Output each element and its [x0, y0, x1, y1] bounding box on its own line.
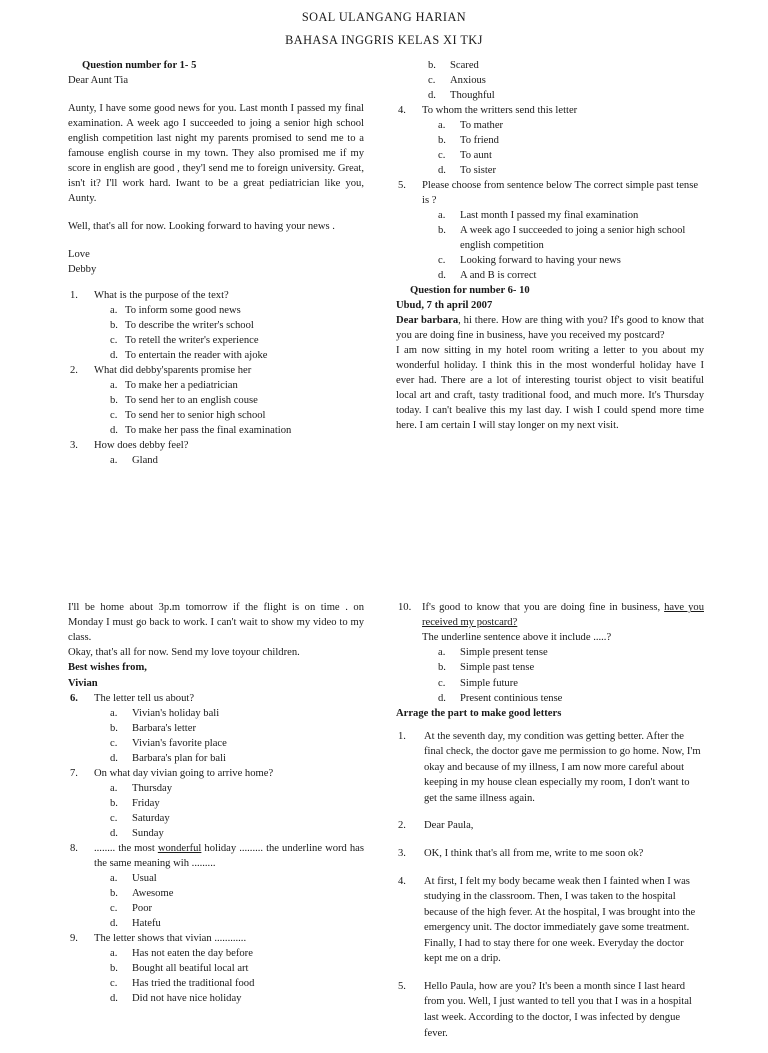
option-item[interactable] [110, 976, 364, 991]
question-number: 7. [70, 767, 78, 779]
question-item-2 [68, 363, 364, 438]
question-number: 4. [398, 104, 406, 116]
option-label: Thursday [132, 782, 173, 794]
option-letter: a. [110, 872, 118, 884]
question-text: To whom the writters send this letter [422, 104, 578, 116]
question-number: 10. [398, 602, 412, 614]
option-item[interactable] [428, 58, 704, 73]
option-label: A and B is correct [460, 270, 537, 282]
question-text-post: holiday ......... the underline word has the same meaning wih ......... [94, 842, 364, 869]
option-item[interactable] [110, 871, 364, 886]
postcard-place-date: Ubud, 7 th april 2007 [396, 300, 493, 312]
option-letter: d. [428, 89, 436, 101]
question-item-8 [68, 841, 364, 931]
option-item[interactable] [110, 721, 364, 736]
option-item[interactable] [438, 645, 704, 660]
question-text: What is the purpose of the text? [94, 289, 229, 301]
option-item[interactable] [110, 901, 364, 916]
option-item[interactable] [110, 826, 364, 841]
option-item[interactable] [438, 163, 704, 178]
option-item[interactable] [110, 378, 364, 393]
arrange-number: 2. [398, 820, 406, 832]
option-item[interactable] [110, 991, 364, 1006]
option-label: Barbara's letter [132, 722, 196, 734]
arrange-item [396, 846, 704, 862]
option-item[interactable] [110, 961, 364, 976]
option-list [94, 303, 364, 363]
option-label: A week ago I succeeded to joing a senior high school english competition [460, 224, 686, 251]
option-list [94, 378, 364, 438]
arrange-number: 1. [398, 730, 406, 742]
arrange-item [396, 979, 704, 1041]
question-text: How does debby feel? [94, 440, 189, 452]
content-band-bottom [0, 600, 768, 1053]
letter-signoff-name: Debby [68, 263, 97, 275]
option-item[interactable] [110, 916, 364, 931]
option-list [94, 871, 364, 931]
option-label: To sister [460, 164, 497, 176]
option-label: Saturday [132, 812, 170, 824]
question-text-pre: ........ the most [94, 842, 158, 854]
spacer [68, 234, 364, 247]
option-item[interactable] [110, 393, 364, 408]
arrange-item [396, 818, 704, 834]
question-item-4 [396, 103, 704, 178]
option-list [422, 208, 704, 283]
option-letter: a. [110, 305, 118, 316]
option-item[interactable] [110, 796, 364, 811]
question-number: 6. [70, 692, 78, 704]
option-letter: a. [110, 707, 118, 719]
option-label: Awesome [132, 887, 174, 899]
postcard-greeting-paragraph [396, 313, 704, 343]
question-text: The letter shows that vivian ............ [94, 933, 247, 945]
option-letter: a. [438, 209, 446, 221]
option-letter: b. [438, 134, 446, 146]
option-label: Usual [132, 872, 157, 884]
option-list [94, 706, 364, 766]
option-label: Thoughful [450, 89, 495, 101]
option-list [94, 453, 364, 468]
option-letter: b. [110, 722, 118, 734]
arrange-list [396, 729, 704, 1042]
option-label: Did not have nice holiday [132, 993, 242, 1005]
letter-continued-paragraph: I'll be home about 3p.m tomorrow if the flight is on time . on Monday I must go back to work. I can't wait to show my video to my class. [68, 602, 364, 644]
question-item-3 [68, 438, 364, 468]
option-list-q3-continued [396, 58, 704, 103]
option-letter: c. [110, 812, 118, 824]
option-item[interactable] [110, 751, 364, 766]
option-letter: a. [110, 380, 118, 392]
option-letter: b. [428, 59, 436, 71]
option-item[interactable] [110, 333, 364, 348]
question-text: On what day vivian going to arrive home? [94, 767, 274, 779]
option-label: To send her to senior high school [125, 410, 266, 422]
question-number: 1. [70, 289, 78, 301]
section-heading-q1-5: Question number for 1- 5 [82, 59, 197, 71]
question-text-underlined: wonderful [157, 842, 202, 854]
arrange-text: Hello Paula, how are you? It's been a month since I last heard from you. Well, I just wanted to tell you that I was in a hospital last week. According to the doctor, I was infected by dengue fever. [424, 980, 692, 1039]
question-list-1-3 [68, 288, 364, 468]
option-label: To make her pass the final examination [125, 425, 292, 437]
option-letter: c. [110, 335, 118, 347]
arrange-text: Dear Paula, [424, 820, 474, 832]
arrange-number: 5. [398, 980, 406, 992]
question-list-6-9 [68, 691, 364, 1007]
option-letter: c. [438, 149, 446, 161]
option-letter: d. [110, 425, 118, 437]
question-text: The letter tell us about? [94, 692, 195, 704]
option-letter: c. [438, 677, 446, 689]
postcard-body-paragraph: I am now sitting in my hotel room writing a letter to you about my wonderful holiday. I think this in the most wonderful holiday have I ever had. There are a lot of interesting tourist object to visit beatiful local art and craft, tasty traditional food, and much more. It's Thursday today. I can't bealive this my last day. I wish I could spend more time here. I am certain I will stay longer on my next visit. [396, 345, 704, 432]
option-label: Sunday [132, 827, 164, 839]
letter-salutation: Dear Aunt Tia [68, 74, 129, 86]
option-label: Simple future [460, 677, 518, 689]
option-item[interactable] [438, 148, 704, 163]
option-label: Barbara's plan for bali [132, 752, 226, 764]
option-label: Anxious [450, 74, 486, 86]
option-letter: b. [110, 963, 118, 975]
option-letter: b. [110, 395, 118, 407]
letter-closing-line-2: Okay, that's all for now. Send my love toyour children. [68, 647, 300, 659]
option-label: Has not eaten the day before [132, 948, 253, 960]
option-label: Bought all beatiful local art [132, 963, 249, 975]
question-text [94, 841, 364, 871]
option-label: Hatefu [132, 918, 161, 929]
option-item[interactable] [110, 318, 364, 333]
question-text-pre: If's good to know that you are doing fine in business, [422, 602, 665, 614]
option-list [422, 118, 704, 178]
option-letter: b. [110, 797, 118, 809]
question-text [422, 600, 704, 630]
option-letter: d. [438, 692, 446, 704]
content-band-top [0, 58, 768, 469]
option-letter: d. [110, 918, 118, 929]
letter-body-paragraph: Aunty, I have some good news for you. Last month I passed my final examination. A week ago I succeeded to joing a senior high school english competition last night my parents promised to send me to a famouse english course in my town. They also promised me if my score in english are good , they'l send me to foreign university. Great, isn't it? I'll work hard. Iwant to be a great pediatrician like you, Aunty. [68, 102, 364, 204]
option-letter: d. [110, 350, 118, 362]
option-letter: d. [110, 993, 118, 1005]
option-item[interactable] [110, 453, 364, 468]
option-item[interactable] [438, 133, 704, 148]
spacer [68, 88, 364, 101]
option-item[interactable] [110, 781, 364, 796]
option-letter: b. [110, 887, 118, 899]
option-label: To entertain the reader with ajoke [125, 350, 268, 362]
column-right-bottom [396, 600, 704, 1053]
option-letter: a. [110, 782, 118, 794]
option-item[interactable] [110, 811, 364, 826]
option-letter: c. [110, 410, 118, 422]
option-list [94, 781, 364, 841]
option-item[interactable] [438, 660, 704, 675]
question-number: 9. [70, 933, 78, 945]
option-letter: d. [438, 164, 446, 176]
question-item-1 [68, 288, 364, 363]
option-letter: a. [110, 948, 118, 960]
arrange-item [396, 874, 704, 967]
option-label: Poor [132, 902, 153, 914]
option-item[interactable] [110, 408, 364, 423]
document-header [0, 0, 768, 47]
option-list [94, 946, 364, 1006]
section-heading-q6-10: Question for number 6- 10 [410, 285, 530, 297]
postcard-greeting-rest: , hi there. How are thing with you? If's good to know that you are doing fine in business, have you received my postcard? [396, 315, 705, 342]
option-letter: d. [438, 270, 446, 282]
question-text: What did debby'sparents promise her [94, 365, 252, 377]
letter-signoff-name-2: Vivian [68, 677, 98, 689]
option-item[interactable] [438, 268, 704, 283]
option-item[interactable] [110, 946, 364, 961]
option-label: Scared [450, 59, 479, 71]
option-letter: a. [438, 119, 446, 131]
option-item[interactable] [110, 706, 364, 721]
option-item[interactable] [110, 423, 364, 438]
option-label: To send her to an english couse [125, 395, 258, 407]
option-item[interactable] [110, 303, 364, 318]
letter-signoff-best-wishes: Best wishes from, [68, 662, 147, 674]
option-label: To make her a pediatrician [125, 380, 238, 392]
section-heading-arrange: Arrage the part to make good letters [396, 707, 562, 719]
option-label: To retell the writer's experience [125, 335, 259, 347]
arrange-number: 4. [398, 875, 406, 887]
question-number: 8. [70, 842, 78, 854]
option-letter: b. [110, 320, 118, 332]
question-item-6 [68, 691, 364, 766]
arrange-text: OK, I think that's all from me, write to me soon ok? [424, 847, 644, 859]
question-item-9 [68, 931, 364, 1006]
option-list [422, 645, 704, 705]
page-break-gap [0, 468, 768, 600]
option-item[interactable] [438, 118, 704, 133]
option-letter: c. [428, 74, 436, 86]
column-right-top [396, 58, 704, 434]
option-label: To friend [460, 134, 499, 146]
option-label: Simple present tense [460, 647, 548, 659]
question-text-post: The underline sentence above it include .....? [422, 632, 612, 644]
option-item[interactable] [438, 253, 704, 268]
option-letter: a. [110, 455, 118, 467]
option-letter: b. [438, 224, 446, 236]
spacer [68, 206, 364, 219]
arrange-number: 3. [398, 847, 406, 859]
option-item[interactable] [110, 348, 364, 363]
option-letter: c. [110, 902, 118, 914]
question-list-10 [396, 600, 704, 705]
option-item[interactable] [428, 73, 704, 88]
option-letter: b. [438, 662, 446, 674]
question-number: 5. [398, 179, 406, 191]
option-letter: c. [110, 978, 118, 990]
question-list-4-5 [396, 103, 704, 283]
column-left-bottom [68, 600, 376, 1006]
option-label: To aunt [460, 149, 492, 161]
option-label: Has tried the traditional food [132, 978, 255, 990]
arrange-text: At first, I felt my body became weak then I fainted when I was studying in the classroom. Then, I was taken to the hospital because of the high fever. At the hospital, I was brought into the emergency unit. The doctor immediately gave some treatment. Finally, I had to stay there for one week. Everyday the doctor kept me on a drip. [424, 875, 696, 965]
page-title-line-2: BAHASA INGGRIS KELAS XI TKJ [285, 33, 483, 48]
option-label: Vivian's favorite place [132, 737, 227, 749]
option-label: Present continious tense [460, 692, 563, 704]
option-item[interactable] [438, 691, 704, 706]
option-label: To describe the writer's school [125, 320, 254, 332]
question-number: 3. [70, 440, 78, 452]
option-item[interactable] [110, 736, 364, 751]
option-label: Simple past tense [460, 662, 535, 674]
question-text-underlined: have you received my postcard? [422, 602, 704, 629]
letter-signoff-love: Love [68, 248, 90, 260]
question-item-10 [396, 600, 704, 705]
option-letter: d. [110, 827, 118, 839]
option-item[interactable] [110, 886, 364, 901]
option-item[interactable] [438, 208, 704, 223]
option-item[interactable] [438, 676, 704, 691]
option-letter: c. [110, 737, 118, 749]
option-label: Vivian's holiday bali [132, 707, 220, 719]
question-item-5 [396, 178, 704, 283]
option-label: To inform some good news [125, 305, 241, 316]
option-label: Last month I passed my final examination [460, 209, 639, 221]
letter-closing-line: Well, that's all for now. Looking forward to having your news . [68, 220, 335, 232]
arrange-item [396, 729, 704, 807]
option-letter: a. [438, 647, 446, 659]
option-label: Friday [132, 797, 160, 809]
column-left-top [68, 58, 376, 469]
question-text: Please choose from sentence below The correct simple past tense is ? [422, 179, 699, 206]
option-label: Looking forward to having your news [460, 255, 621, 266]
arrange-text: At the seventh day, my condition was getting better. After the final check, the doctor gave me permission to go home. Now, I'm okay and because of my illness, I am now more careful about keeping in my house clean especially my room, I don't want to get the same illness again. [424, 730, 701, 804]
option-letter: d. [110, 752, 118, 764]
postcard-greeting-name: Dear barbara [396, 315, 459, 327]
option-label: To mather [460, 119, 504, 131]
question-item-7 [68, 766, 364, 841]
option-item[interactable] [438, 223, 704, 253]
option-item[interactable] [428, 88, 704, 103]
option-letter: c. [438, 255, 446, 266]
option-label: Gland [132, 455, 158, 467]
question-number: 2. [70, 365, 78, 377]
page-title-line-1: SOAL ULANGANG HARIAN [301, 10, 467, 24]
